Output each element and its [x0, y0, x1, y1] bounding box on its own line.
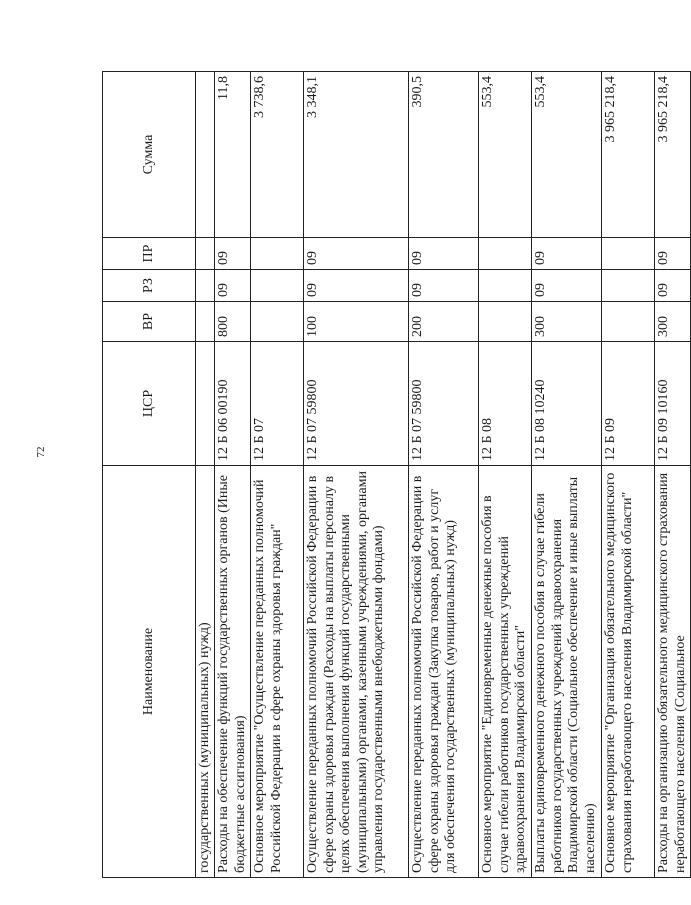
cell-pr: 09 — [532, 238, 602, 270]
header-pr: ПР — [103, 238, 196, 270]
cell-sum: 390,5 — [409, 72, 479, 238]
table-row — [215, 72, 251, 878]
cell-csr: 12 Б 08 — [479, 342, 532, 466]
cell-name: Выплаты единовременного денежного пособия в случае гибели работников государственных учреждений здравоохранения Владимирской области (Социальное обеспечение и иные выплаты населению) — [532, 466, 602, 878]
table-row — [196, 72, 215, 878]
table-header-row — [103, 72, 196, 878]
cell-pr — [196, 238, 215, 270]
cell-vr: 200 — [409, 302, 479, 342]
page-number: 72 — [35, 446, 47, 458]
cell-name: государственных (муниципальных) нужд) — [196, 466, 215, 878]
cell-name: Основное мероприятие "Осуществление переданных полномочий Российской Федерации в сфере охраны здоровья граждан" — [251, 466, 304, 878]
cell-sum: 553,4 — [532, 72, 602, 238]
rotated-table-container — [102, 72, 688, 878]
cell-vr — [602, 302, 655, 342]
header-rz: РЗ — [103, 270, 196, 302]
cell-csr: 12 Б 06 00190 — [215, 342, 251, 466]
cell-pr: 09 — [215, 238, 251, 270]
table-row — [479, 72, 532, 878]
cell-pr: 09 — [655, 238, 691, 270]
table-row — [532, 72, 602, 878]
cell-sum: 3 738,6 — [251, 72, 304, 238]
cell-vr: 800 — [215, 302, 251, 342]
cell-name: Расходы на организацию обязательного медицинского страхования неработающего населения (Социальное — [655, 466, 691, 878]
cell-csr: 12 Б 08 10240 — [532, 342, 602, 466]
budget-table — [102, 71, 691, 878]
cell-rz: 09 — [655, 270, 691, 302]
cell-pr: 09 — [304, 238, 409, 270]
cell-sum: 553,4 — [479, 72, 532, 238]
cell-csr — [196, 342, 215, 466]
cell-sum: 3 965 218,4 — [602, 72, 655, 238]
cell-csr: 12 Б 07 — [251, 342, 304, 466]
cell-vr — [479, 302, 532, 342]
cell-pr — [479, 238, 532, 270]
cell-vr — [196, 302, 215, 342]
header-sum: Сумма — [103, 72, 196, 238]
header-vr: ВР — [103, 302, 196, 342]
cell-rz: 09 — [215, 270, 251, 302]
cell-pr: 09 — [409, 238, 479, 270]
header-name: Наименование — [103, 466, 196, 878]
table-row — [304, 72, 409, 878]
cell-csr: 12 Б 09 10160 — [655, 342, 691, 466]
cell-rz: 09 — [304, 270, 409, 302]
cell-sum — [196, 72, 215, 238]
cell-csr: 12 Б 07 59800 — [409, 342, 479, 466]
cell-rz — [196, 270, 215, 302]
cell-pr — [602, 238, 655, 270]
cell-csr: 12 Б 09 — [602, 342, 655, 466]
cell-csr: 12 Б 07 59800 — [304, 342, 409, 466]
cell-vr: 300 — [655, 302, 691, 342]
cell-vr: 300 — [532, 302, 602, 342]
cell-vr — [251, 302, 304, 342]
cell-rz: 09 — [409, 270, 479, 302]
cell-rz — [479, 270, 532, 302]
cell-sum: 11,8 — [215, 72, 251, 238]
cell-name: Основное мероприятие "Единовременные денежные пособия в случае гибели работников государственных учреждений здравоохранения Владимирской области" — [479, 466, 532, 878]
cell-name: Осуществление переданных полномочий Российской Федерации в сфере охраны здоровья граждан (Закупка товаров, работ и услуг для обеспечения государственных (муниципальных) нужд) — [409, 466, 479, 878]
table-row — [251, 72, 304, 878]
cell-sum: 3 965 218,4 — [655, 72, 691, 238]
table-row — [409, 72, 479, 878]
table-row — [602, 72, 655, 878]
header-csr: ЦСР — [103, 342, 196, 466]
cell-name: Основное мероприятие "Организация обязательного медицинского страхования неработающего населения Владимирской области" — [602, 466, 655, 878]
cell-vr: 100 — [304, 302, 409, 342]
cell-rz — [251, 270, 304, 302]
cell-name: Расходы на обеспечение функций государственных органов (Иные бюджетные ассигнования) — [215, 466, 251, 878]
cell-rz — [602, 270, 655, 302]
cell-sum: 3 348,1 — [304, 72, 409, 238]
cell-pr — [251, 238, 304, 270]
cell-rz: 09 — [532, 270, 602, 302]
cell-name: Осуществление переданных полномочий Российской Федерации в сфере охраны здоровья граждан (Расходы на выплаты персоналу в целях обеспечения выполнения функций государственными (муниципальными) органами, казенными учреждениями, органами управления государственными внебюджетными фондами) — [304, 466, 409, 878]
table-row — [655, 72, 691, 878]
